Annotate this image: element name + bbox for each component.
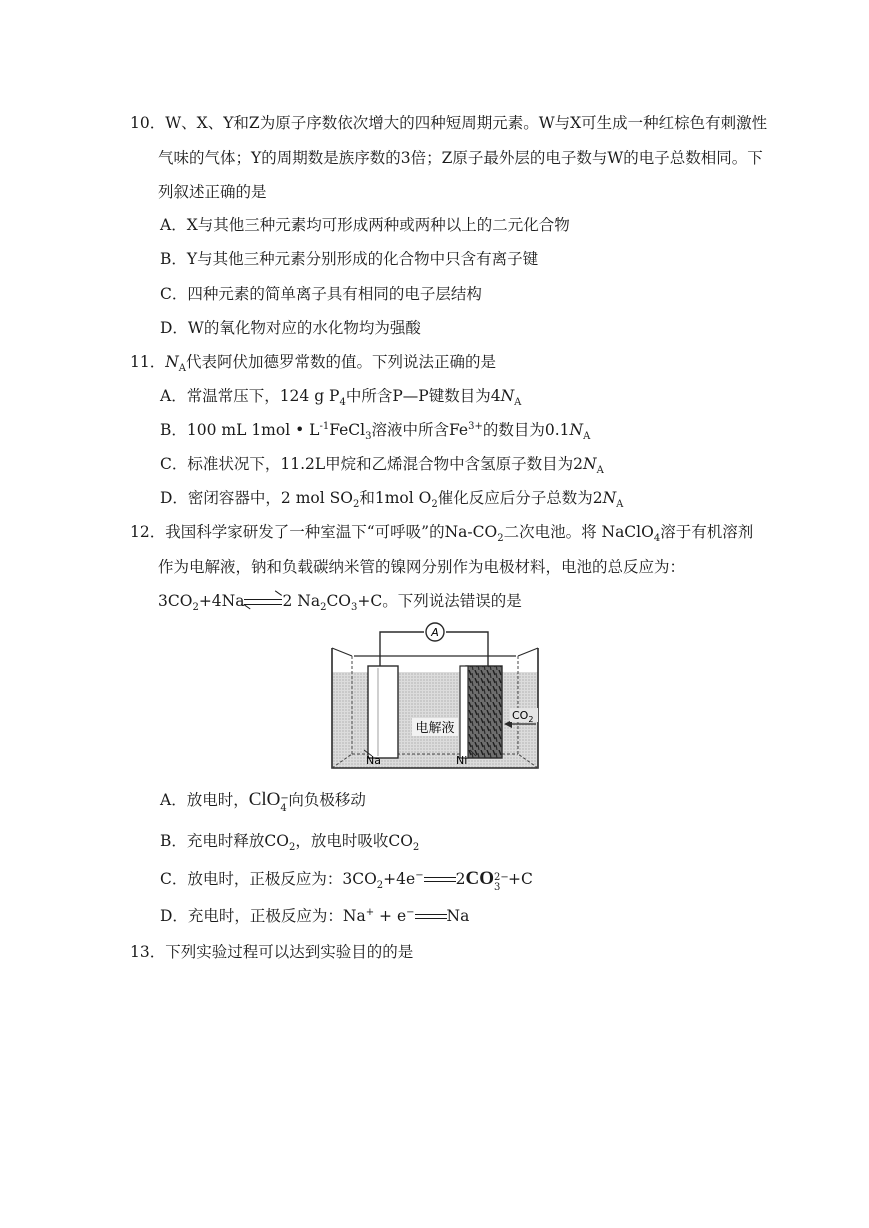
question-12-option-b: B．充电时释放$CO_2$，放电时吸收$CO_2$	[160, 832, 420, 854]
wire-left	[380, 632, 424, 666]
question-12-line-2: 作为电解液，钠和负载碳纳米管的镍网分别作为电极材料，电池的总反应为：	[158, 558, 686, 576]
battery-diagram	[330, 622, 540, 772]
question-10-option-a: A．X与其他三种元素均可形成两种或两种以上的二元化合物	[160, 216, 570, 234]
question-11-number: 11．	[130, 353, 166, 371]
question-10-option-d: D．W的氧化物对应的水化物均为强酸	[160, 319, 421, 337]
nickel-label: Ni	[456, 754, 468, 767]
sodium-label: Na	[366, 754, 381, 767]
question-10-line-3: 列叙述正确的是	[158, 183, 267, 201]
equals-arrow-icon	[415, 913, 447, 921]
question-11-option-c: C．标准状况下，11.2L甲烷和乙烯混合物中含氢原子数目为$2N_A$	[160, 455, 604, 477]
question-12-number: 12．	[130, 523, 166, 541]
question-10-option-c: C．四种元素的简单离子具有相同的电子层结构	[160, 285, 482, 303]
question-10-number: 10．	[130, 114, 166, 132]
question-12-option-c: C．放电时，正极反应为：$3CO_2+4e^-$ 2CO 2− 3 +C	[160, 868, 533, 893]
co2-label: $CO_2$	[512, 709, 534, 724]
question-12-line-1: 12．我国科学家研发了一种室温下“可呼吸”的$Na-CO_2$二次电池。将 NaClO$_4$溶于有机溶剂	[130, 523, 754, 545]
question-12-option-a: A．放电时，ClO − 4 向负极移动	[160, 789, 366, 814]
battery-diagram-svg	[330, 622, 540, 772]
question-10-line-1	[130, 113, 767, 133]
electrolyte-label: 电解液	[415, 721, 455, 736]
ammeter-label: A	[431, 626, 439, 639]
question-10-stem: W、X、Y和Z为原子序数依次增大的四种短周期元素。W与X可生成一种红棕色有刺激性	[165, 114, 768, 132]
question-10-option-b: B．Y与其他三种元素分别形成的化合物中只含有离子键	[160, 250, 539, 268]
equals-arrow-icon	[424, 876, 456, 884]
question-11-option-b: B．100 mL 1mol • $L^{-1}FeCl_3$溶液中所含$Fe^{3+}$的数目为$0.1N_A$	[160, 420, 591, 443]
question-11-option-d: D．密闭容器中，2 mol $SO_2$和1mol $O_2$催化反应后分子总数为$2N_A$	[160, 489, 624, 511]
question-12-reaction-line: $3CO_2+4Na$ 2 $Na_2CO_3+C$。下列说法错误的是	[158, 592, 522, 614]
question-10-line-2: 气味的气体；Y的周期数是族序数的3倍；Z原子最外层的电子数与W的电子总数相同。下	[158, 149, 763, 167]
question-11-option-a: A．常温常压下，124 g $P_4$中所含P—P键数目为$4N_A$	[160, 387, 522, 409]
wire-right	[446, 632, 488, 666]
question-13-number: 13．	[130, 943, 166, 961]
nickel-electrode	[466, 666, 502, 758]
question-12-option-d: D．充电时，正极反应为：Na+ + e− Na	[160, 906, 470, 925]
question-11-stem: 11．$N_A$代表阿伏加德罗常数的值。下列说法正确的是	[130, 353, 497, 375]
question-13-stem: 13．下列实验过程可以达到实验目的的是	[130, 943, 414, 961]
reversible-arrow-icon	[244, 597, 282, 607]
sodium-electrode	[368, 666, 398, 758]
